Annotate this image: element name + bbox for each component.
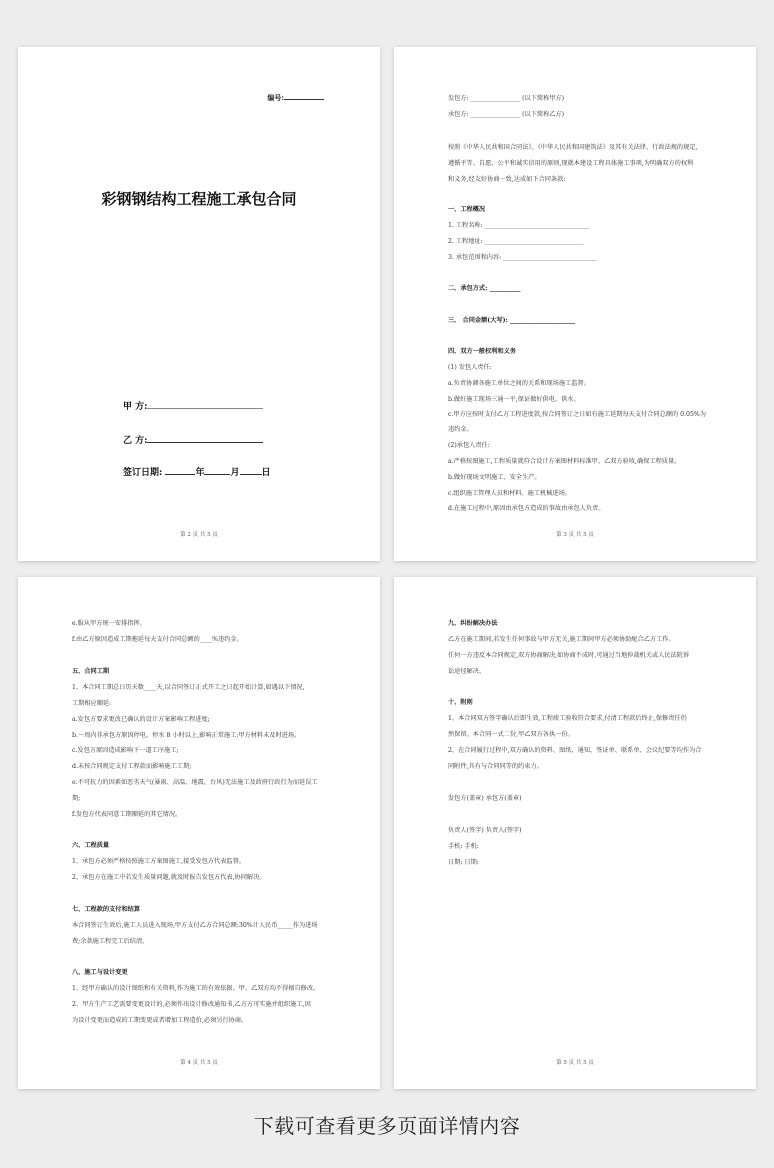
paragraph-line: 负责人(签字) 负责人(签字) xyxy=(448,827,522,834)
party-a-blank xyxy=(147,402,263,409)
paragraph-line: a.发包方要求更改已确认的设计方案影响工程进度; xyxy=(72,716,210,723)
paragraph-line: 然保留。本合同一式二份,甲乙双方各执一份。 xyxy=(448,731,574,738)
contract-number-label: 编号: xyxy=(267,93,284,102)
paragraph-line: 和义务,经友好协商一致,达成如下合同条款: xyxy=(448,176,566,183)
contract-title: 彩钢钢结构工程施工承包合同 xyxy=(101,190,297,208)
section-heading: 四、双方一般权利和义务 xyxy=(448,348,517,355)
paragraph-line: c.组织施工管理人员和材料、施工机械进场。 xyxy=(448,490,571,497)
section-heading: 三、 合同金额(大写): _____________________ xyxy=(448,317,575,324)
paragraph-line: 期; xyxy=(72,795,81,802)
party-a-label: 甲 方: xyxy=(123,402,148,412)
page-5 xyxy=(394,577,756,1089)
party-b-label: 乙 方: xyxy=(123,436,148,446)
paragraph-line: 2、承包方在施工中若发生质量问题,就及时报告发包方代表,协同解决。 xyxy=(72,874,266,881)
paragraph-line: 任何一方违反本合同规定,双方协商解决,如协商不成时,可通过当地仲裁机关或人民法院诉 xyxy=(448,652,690,659)
year-label: 年 xyxy=(195,468,205,478)
paragraph-line: (2)承包人责任: xyxy=(448,442,490,449)
paragraph-line: 日期: 日期: xyxy=(448,859,479,866)
paragraph-line: 1. 工程名称: __________________________________ xyxy=(448,222,590,229)
page-footer: 第 3 页 共 5 页 xyxy=(556,532,594,538)
paragraph-line: f.发包方代表同意工期顺延的其它情况。 xyxy=(72,811,182,818)
paragraph-line: e.不可抗力的因素如恶劣天气(暴雨、高温、地震、台风)无法施工及政府行政行为而延误工 xyxy=(72,779,318,786)
paragraph-line: 本合同签订生效后,施工人员进入现场,甲方支付乙方合同总额:30%计人民币_____作为进场 xyxy=(72,922,318,929)
page-footer: 第 2 页 共 5 页 xyxy=(180,532,218,538)
contract-number xyxy=(267,93,324,103)
section-heading: 九、纠纷解决办法 xyxy=(448,620,498,627)
paragraph-line: 2、甲方生产工艺需要变更设计的,必须作出设计修改通知书,乙方方可实施并组织施工,因 xyxy=(72,1001,311,1008)
paragraph-line: 同附件,具有与合同同等的约束力。 xyxy=(448,763,543,770)
page-cover xyxy=(18,47,380,561)
paragraph-line: 1、本合同双方签字确认后即生效,工程竣工验收符合要求,付清工程款后终止,保修责任仍 xyxy=(448,715,687,722)
paragraph-line: 遵循平等、自愿、公平和诚实信用的原则,现就本建设工程具体施工事项,为明确双方的权利 xyxy=(448,160,694,167)
contract-number-blank xyxy=(284,93,324,100)
section-heading: 一、工程概况 xyxy=(448,206,486,213)
paragraph-line: 费;余款施工程完工后结清。 xyxy=(72,938,149,945)
paragraph-line: 1、承包方必须严格按照施工方案图施工,接受发包方代表监督。 xyxy=(72,858,245,865)
month-label: 月 xyxy=(230,468,240,478)
section-heading: 七、工程款的支付和结算 xyxy=(72,906,141,913)
paragraph-line: 发包方: ________________ (以下简称甲方) xyxy=(448,95,565,102)
day-label: 日 xyxy=(261,468,271,478)
paragraph-line: f.由乙方原因造成工期拖延每天支付合同总额的____%违约金。 xyxy=(72,636,243,643)
paragraph-line: 2、在合同履行过程中,双方确认的资料、图纸、通知、签证单、联系单、会议纪要等均作为合 xyxy=(448,747,702,754)
paragraph-line: d.未按合同规定支付工程款而影响施工工期; xyxy=(72,763,192,770)
paragraph-line: e.服从甲方统一安排指挥。 xyxy=(72,620,146,627)
day-blank xyxy=(240,468,262,475)
party-b-line xyxy=(123,433,263,446)
page-footer: 第 4 页 共 5 页 xyxy=(180,1060,218,1066)
page-4 xyxy=(18,577,380,1089)
paragraph-line: (1) 发包人责任: xyxy=(448,364,492,371)
paragraph-line: b.一周内非承包方原因停电、停水 8 小时以上,影响正常施工;甲方材料未及时进场。 xyxy=(72,732,301,739)
paragraph-line: 承包方: ________________ (以下简称乙方) xyxy=(448,111,565,118)
party-b-blank xyxy=(147,436,263,443)
paragraph-line: a.严格按图施工,工程质量就符合设计方案图材料标准甲、乙双方验收,确保工程质量。 xyxy=(448,458,681,465)
section-heading: 六、工程质量 xyxy=(72,842,110,849)
sign-date-label: 签订日期: xyxy=(123,468,163,478)
party-a-line xyxy=(123,399,263,412)
paragraph-line: c.发包方原因造成影响下一道工序施工; xyxy=(72,747,179,754)
paragraph-line: 为设计变更而造成的工期变更或者增加工程造价,必须另行协商。 xyxy=(72,1017,248,1024)
section-heading: 十、附则 xyxy=(448,699,473,706)
section-heading: 二、承包方式: __________ xyxy=(448,285,521,292)
sign-date-line xyxy=(123,465,271,478)
download-caption: 下载可查看更多页面详情内容 xyxy=(253,1114,521,1138)
paragraph-line: d.在施工过程中,原因由承包方造成的事故由承包人负责。 xyxy=(448,505,605,512)
paragraph-line: b.做好现场文明施工、安全生产。 xyxy=(448,474,541,481)
section-heading: 八、施工与设计变更 xyxy=(72,969,128,976)
paragraph-line: a.负责协调各施工单位之间的关系和现场施工监督。 xyxy=(448,380,590,387)
paragraph-line: c.甲方应按时支付乙方工程进度款,按合同签订之日如有施工延期每天支付合同总额的 0.05%为 xyxy=(448,411,706,418)
paragraph-line: 工期相应顺延: xyxy=(72,700,112,707)
paragraph-line: 1、经甲方确认的设计图纸和有关资料,作为施工的有效依据。甲、乙双方均不得擅自修改。 xyxy=(72,985,320,992)
paragraph-line: 乙方在施工期间,若发生任何事故与甲方无关,施工期间甲方必须协助配合乙方工作。 xyxy=(448,636,675,643)
paragraph-line: 发包方(盖章) 承包方(盖章) xyxy=(448,795,522,802)
paragraph-line: b.做好施工现场三通一平,保证做好供电、供水。 xyxy=(448,396,580,403)
paragraph-line: 违约金。 xyxy=(448,426,473,433)
section-heading: 五、合同工期 xyxy=(72,668,110,675)
page-3 xyxy=(394,47,756,561)
paragraph-line: 1、本合同工期总日历天数____天,以合同签订正式开工之日起开始计算,如遇以下情况, xyxy=(72,684,305,691)
paragraph-line: 讼途径解决。 xyxy=(448,668,486,675)
paragraph-line: 按照《中华人民共和国合同法》、《中华人民共和国建筑法》及其有关法律、行政法规的规定, xyxy=(448,144,698,151)
paragraph-line: 手机: 手机: xyxy=(448,843,479,850)
page-footer: 第 5 页 共 5 页 xyxy=(556,1060,594,1066)
paragraph-line: 2. 工程地址: ________________________________ xyxy=(448,238,584,245)
month-blank xyxy=(204,468,230,475)
paragraph-line: 3. 承包范围和内容: ______________________________ xyxy=(448,254,597,261)
year-blank xyxy=(165,468,195,475)
